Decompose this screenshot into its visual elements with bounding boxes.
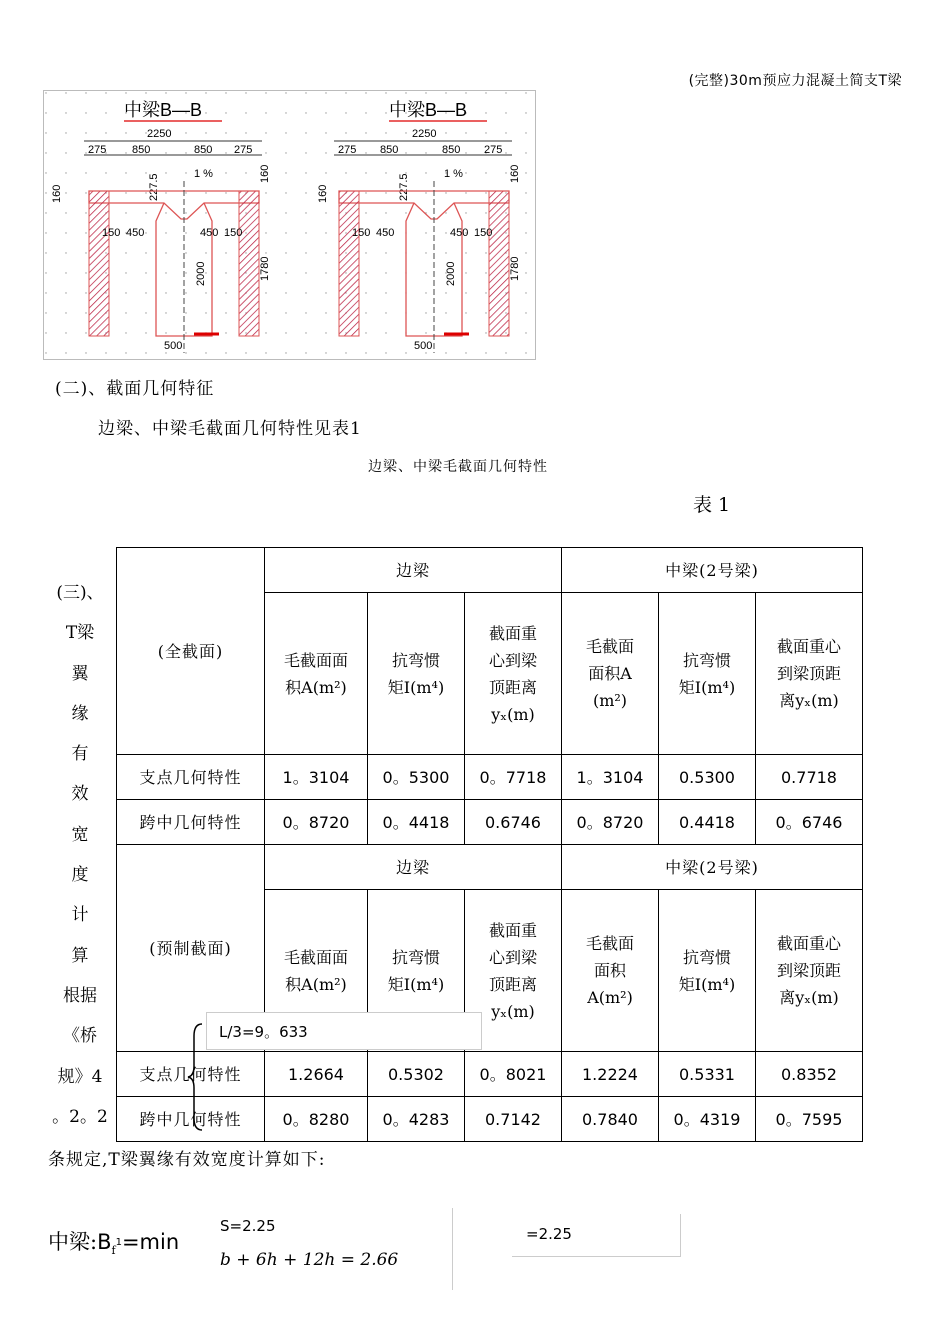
svg-text:227.5: 227.5 <box>148 173 160 201</box>
svg-text:850: 850 <box>380 144 399 156</box>
svg-text:450: 450 <box>200 227 219 239</box>
section-3-vertical-text: (三)、 T梁 翼 缘 有 效 宽 度 计 算 根据 《桥 规》4 。2。2 <box>52 583 108 1127</box>
section-2-title: (二)、截面几何特征 <box>55 379 215 399</box>
svg-text:227.5: 227.5 <box>398 173 410 201</box>
formula: b + 6h + 12h = 2.66 <box>220 1250 399 1270</box>
col-area-mid: 毛截面 面积A (m²) <box>562 593 659 755</box>
svg-text:150: 150 <box>352 227 371 239</box>
svg-text:1 %: 1 % <box>194 168 213 180</box>
result-value: =2.25 <box>526 1225 572 1243</box>
svg-text:500: 500 <box>414 340 433 352</box>
group2-edge-header: 边梁 <box>265 845 562 890</box>
right-section-title: 中梁B—B <box>389 100 468 120</box>
col-inertia-edge: 抗弯惯 矩I(m⁴) <box>368 593 465 755</box>
brace-icon <box>186 1022 206 1132</box>
group2-middle-header: 中梁(2号梁) <box>562 845 863 890</box>
svg-text:150: 150 <box>102 227 121 239</box>
group1-name: (全截面) <box>117 548 265 755</box>
svg-text:275: 275 <box>484 144 503 156</box>
paragraph-table-ref: 边梁、中梁毛截面几何特性见表1 <box>98 419 362 439</box>
svg-text:1 %: 1 % <box>444 168 463 180</box>
mid-beam-label: 中梁$:B_f1=\min$ <box>48 1230 180 1258</box>
group1-middle-header: 中梁(2号梁) <box>562 548 863 593</box>
svg-text:500: 500 <box>164 340 183 352</box>
group1-edge-header: 边梁 <box>265 548 562 593</box>
left-section-title: 中梁B—B <box>124 100 203 120</box>
svg-text:2250: 2250 <box>147 128 172 140</box>
col-area-edge: 毛截面面 积A(m²) <box>265 593 368 755</box>
table-row: 支点几何特性 1。3104 0。5300 0。7718 1。3104 0.5300 0.7718 <box>117 755 863 800</box>
table-row: 跨中几何特性 0。8720 0。4418 0.6746 0。8720 0.4418 0。6746 <box>117 800 863 845</box>
svg-text:150: 150 <box>224 227 243 239</box>
svg-text:850: 850 <box>442 144 461 156</box>
col-inertia-mid: 抗弯惯 矩I(m⁴) <box>659 593 756 755</box>
page-header: (完整)30m预应力混凝土简支T梁 <box>688 73 902 89</box>
table-caption: 边梁、中梁毛截面几何特性 <box>368 459 548 475</box>
svg-text:1780: 1780 <box>259 256 271 281</box>
svg-text:160: 160 <box>51 184 63 203</box>
svg-text:150: 150 <box>474 227 493 239</box>
svg-text:450: 450 <box>376 227 395 239</box>
svg-text:2000: 2000 <box>195 261 207 286</box>
table-row: 支点几何特性 1.2664 0.5302 0。8021 1.2224 0.5331 0.8352 <box>117 1052 863 1097</box>
svg-text:160: 160 <box>509 164 521 183</box>
svg-text:450: 450 <box>126 227 145 239</box>
cross-section-figure <box>43 90 536 360</box>
svg-text:275: 275 <box>88 144 107 156</box>
svg-text:275: 275 <box>338 144 357 156</box>
svg-text:850: 850 <box>194 144 213 156</box>
note-box: L/3=9。633 <box>206 1012 482 1050</box>
col-centroid-mid: 截面重心 到梁顶距 离yₓ(m) <box>756 593 863 755</box>
svg-text:450: 450 <box>450 227 469 239</box>
svg-text:1780: 1780 <box>509 256 521 281</box>
svg-text:2000: 2000 <box>445 261 457 286</box>
rule-text: 条规定,T梁翼缘有效宽度计算如下: <box>48 1150 326 1170</box>
table-row: 跨中几何特性 0。8280 0。4283 0.7142 0.7840 0。4319 0。7595 <box>117 1097 863 1142</box>
svg-text:160: 160 <box>259 164 271 183</box>
svg-text:275: 275 <box>234 144 253 156</box>
group2-name: (预制截面) <box>117 845 265 1052</box>
svg-text:850: 850 <box>132 144 151 156</box>
geometry-table: (全截面) 边梁 中梁(2号梁) 毛截面面 积A(m²) 抗弯惯 矩I(m⁴) 截面重 心到梁 顶距离 yₓ(m) 毛截面 面积A (m²) 抗弯惯 矩I(m⁴) 截面重心 到梁顶距 离yₓ(m) 支点几何特性 1。3104 0。5300 0。7718 1。3104 0.5300 0.7718 跨中几何特性 0。8720 0。4418 0.6746 0。8720 0.4418 0。6746 (预制截面) 边梁 中梁(2号梁) 毛截面面 积A(m²) 抗弯惯 矩I(m⁴) 截面重 心到梁 顶距离 yₓ(m) 毛截面 面积 A(m²) 抗弯惯 矩I(m⁴) 截面重心 到梁顶距 离yₓ(m) 支点几何特性 1.2664 0.5302 0。8021 1.2224 0.5331 0.8352 跨中几何特性 0。8280 0。4283 0.7142 0.7840 0。4319 0。7595 <box>116 547 863 1142</box>
s-value: S=2.25 <box>220 1217 276 1235</box>
svg-text:160: 160 <box>317 184 329 203</box>
col-centroid-edge: 截面重 心到梁 顶距离 yₓ(m) <box>465 593 562 755</box>
svg-text:2250: 2250 <box>412 128 437 140</box>
table-number: 表 1 <box>693 494 731 516</box>
